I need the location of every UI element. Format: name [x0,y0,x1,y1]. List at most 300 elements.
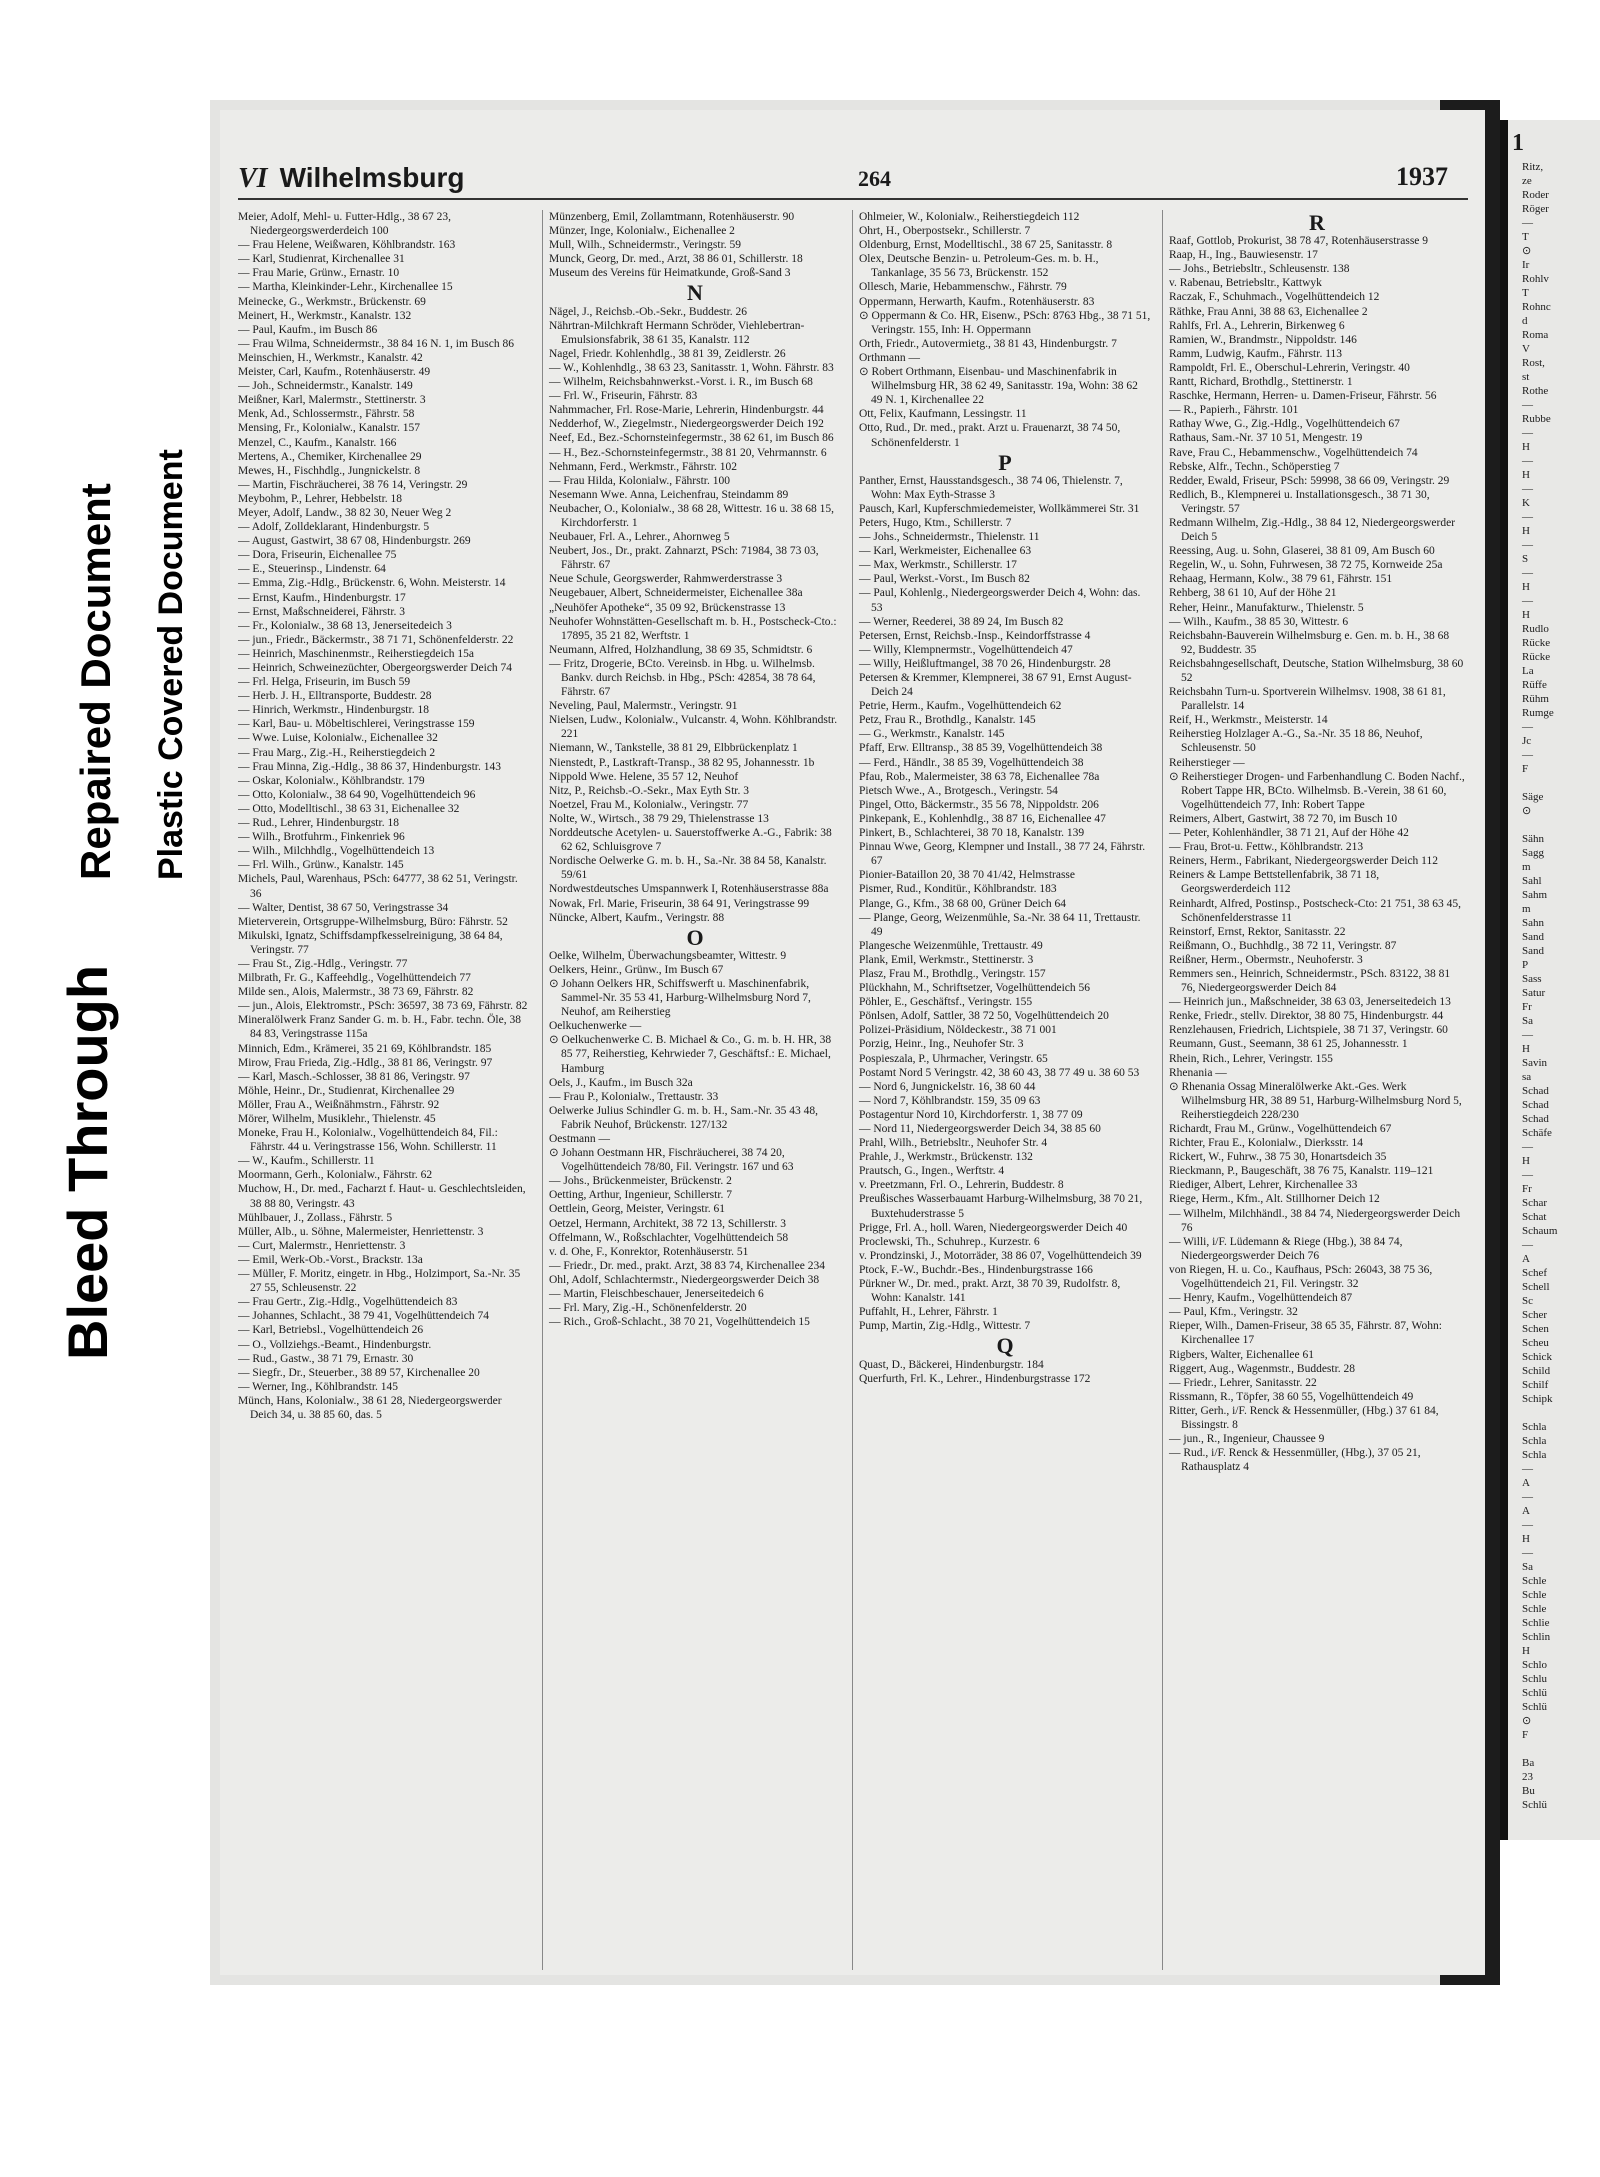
directory-entry: Plank, Emil, Werkmstr., Stettinerstr. 3 [859,953,1034,966]
directory-entry: Oelkuchenwerke — [549,1020,642,1033]
directory-entry: Prigge, Frl. A., holl. Waren, Niedergeorgswerder Deich 40 [859,1221,1128,1234]
directory-entry: Ramien, W., Brandmstr., Nippoldstr. 146 [1169,333,1357,346]
adjacent-page-line: Schilf [1522,1379,1549,1391]
directory-entry: „Neuhöfer Apotheke“, 35 09 92, Brückenstrasse 13 [549,601,786,614]
adjacent-page-line: st [1522,371,1530,383]
adjacent-page-line [1500,1406,1557,1420]
directory-entry: Meinschien, H., Werkmstr., Kanalstr. 42 [238,351,423,364]
directory-entry: Oettlein, Georg, Meister, Veringstr. 61 [549,1203,726,1216]
directory-entry: Prahle, J., Werkmstr., Brückenstr. 132 [859,1151,1033,1164]
directory-entry: Rhenania — [1169,1066,1227,1079]
directory-entry: Renke, Friedr., stellv. Direktor, 38 80 75, Hindenburgstr. 44 [1169,1010,1444,1023]
directory-entry: Remmers sen., Heinrich, Schneidermstr., PSch. 83122, 38 81 76, Niedergeorgswerder Deich 84 [1169,967,1451,995]
directory-entry: — Willy, Heißluftmangel, 38 70 26, Hindenburgstr. 28 [859,657,1111,670]
directory-entry: Mühlbauer, J., Zollass., Fährstr. 5 [238,1211,393,1224]
directory-entry: ⊙ Oelkuchenwerke C. B. Michael & Co., G. m. b. H. HR, 38 85 77, Reiherstieg, Kehrwieder 7, Geschäftsf.: E. Michael, Hamburg [549,1034,832,1075]
adjacent-page-line: — [1522,1547,1533,1559]
repaired-document-label: Repaired Document [72,483,119,880]
adjacent-page-line: A [1522,1253,1530,1265]
directory-entry: v. d. Ohe, F., Konrektor, Rotenhäuserstr. 51 [549,1245,749,1258]
directory-entry: — Nord 7, Köhlbrandstr. 159, 35 09 63 [859,1094,1041,1107]
directory-entry: Oetting, Arthur, Ingenieur, Schillerstr. 7 [549,1189,733,1202]
directory-entry: — jun., Alois, Elektromstr., PSch: 36597, 38 73 69, Fährstr. 82 [238,1000,528,1013]
directory-entry: Rathay Wwe, G., Zig.-Hdlg., Vogelhüttendeich 67 [1169,418,1400,431]
directory-entry: Pfaff, Erw. Elltransp., 38 85 39, Vogelhüttendeich 38 [859,742,1103,755]
directory-entry: — Frau St., Zig.-Hdlg., Veringstr. 77 [238,957,408,970]
directory-entry: Orthmann — [859,351,921,364]
directory-entry: — Friedr., Lehrer, Sanitasstr. 22 [1169,1376,1317,1389]
directory-entry: Pöhler, E., Geschäftsf., Veringstr. 155 [859,996,1033,1009]
directory-entry: Nüncke, Albert, Kaufm., Veringstr. 88 [549,911,725,924]
directory-entry: Riege, Herm., Kfm., Alt. Stillhorner Deich 12 [1169,1193,1380,1206]
directory-entry: Rebske, Alfr., Techn., Schöperstieg 7 [1169,460,1340,473]
directory-entry: Ramm, Ludwig, Kaufm., Fährstr. 113 [1169,347,1343,360]
directory-entry: Meißner, Karl, Malermstr., Stettinerstr. 3 [238,394,426,407]
directory-entry: — Paul, Kfm., Veringstr. 32 [1169,1306,1298,1319]
adjacent-page-line: Savin [1522,1057,1548,1069]
directory-entry: Riggert, Aug., Wagenmstr., Buddestr. 28 [1169,1362,1356,1375]
adjacent-page-line: Schla [1522,1449,1547,1461]
directory-entry: Noetzel, Frau M., Kolonialw., Veringstr. 77 [549,798,749,811]
adjacent-page-line: Schick [1522,1351,1552,1363]
directory-entry: — Johannes, Schlacht., 38 79 41, Vogelhüttendeich 74 [238,1310,489,1323]
directory-entry: Münch, Hans, Kolonialw., 38 61 28, Niedergeorgswerder Deich 34, u. 38 85 60, das. 5 [238,1394,502,1421]
directory-entry: Ollesch, Marie, Hebammenschw., Fährstr. 79 [859,281,1067,294]
adjacent-page-line: — [1522,399,1533,411]
directory-entry: Mineralölwerk Franz Sander G. m. b. H., Fabr. techn. Öle, 38 84 83, Veringstrasse 115a [238,1014,521,1041]
directory-entry: Reinhardt, Alfred, Postinsp., Postscheck-Cto: 21 751, 38 63 45, Schönenfelderstrasse 11 [1169,897,1461,924]
directory-entry: Ohrt, H., Oberpostsekr., Schillerstr. 7 [859,225,1031,238]
directory-entry: Redder, Ewald, Friseur, PSch: 59998, 38 66 09, Veringstr. 29 [1169,474,1450,487]
adjacent-page-line: K [1522,497,1530,509]
directory-entry: Meinecke, G., Werkmstr., Brückenstr. 69 [238,295,426,308]
directory-entry: Ohl, Adolf, Schlachtermstr., Niedergeorgswerder Deich 38 [549,1273,820,1286]
directory-entry: — Heinrich jun., Maßschneider, 38 63 03, Jenerseitedeich 13 [1169,996,1451,1009]
adjacent-page-line: Sahn [1522,917,1544,929]
directory-entry: — Frau Wilma, Schneidermstr., 38 84 16 N. 1, im Busch 86 [238,337,514,350]
section-letter: Q [996,1333,1014,1359]
directory-entry: Polizei-Präsidium, Nöldeckestr., 38 71 001 [859,1024,1057,1037]
plastic-covered-label: Plastic Covered Document [152,449,190,880]
directory-entry: Möhle, Heinr., Dr., Studienrat, Kirchenallee 29 [238,1084,455,1097]
directory-entry: Nährtran-Milchkraft Hermann Schröder, Viehlebertran-Emulsionsfabrik, 38 61 35, Kanalstr. 112 [549,319,805,346]
directory-entry: Preußisches Wasserbauamt Harburg-Wilhelmsburg, 38 70 21, Buxtehuderstrasse 5 [859,1193,1143,1220]
directory-entry: ⊙ Rhenania Ossag Mineralölwerke Akt.-Ges. Werk Wilhelmsburg HR, 38 89 51, Harburg-Wilhelmsburg Nord 5, Reiherstiegdeich 228/230 [1169,1080,1462,1121]
directory-entry: — Frau Helene, Weißwaren, Köhlbrandstr. 163 [238,239,456,252]
directory-entry: — Frau Gertr., Zig.-Hdlg., Vogelhüttendeich 83 [238,1296,458,1309]
directory-entry: Nagel, Friedr. Kohlenhdlg., 38 81 39, Zeidlerstr. 26 [549,347,786,360]
directory-entry: Quast, D., Bäckerei, Hindenburgstr. 184 [859,1358,1044,1371]
adjacent-page-line: Schla [1522,1421,1547,1433]
directory-entry: Rieckmann, P., Baugeschäft, 38 76 75, Kanalstr. 119–121 [1169,1165,1434,1178]
directory-entry: v. Preetzmann, Frl. O., Lehrerin, Buddestr. 8 [859,1179,1064,1192]
directory-entry: Reumann, Gust., Seemann, 38 61 25, Johannesstr. 1 [1169,1038,1408,1051]
adjacent-page-corner: 1 [1512,130,1524,156]
bleed-through-label: Bleed Through [56,964,119,1360]
adjacent-page-line: ⊙ [1522,1715,1532,1727]
adjacent-page-line: — [1522,483,1533,495]
directory-entry: Reher, Heinr., Manufakturw., Thielenstr. 5 [1169,601,1364,614]
scanned-page [210,100,1500,1985]
adjacent-page-line: Sc [1522,1295,1533,1307]
directory-entry: — R., Papierh., Fährstr. 101 [1169,404,1299,417]
directory-entry: Pietsch Wwe., A., Brotgesch., Veringstr. 54 [859,784,1058,797]
directory-entry: Meyer, Adolf, Landw., 38 82 30, Neuer Weg 2 [238,506,452,519]
adjacent-page-line: — [1522,455,1533,467]
directory-entry: Moneke, Frau H., Kolonialw., Vogelhüttendeich 84, Fil.: Fährstr. 44 u. Veringstrasse 156, Wohn. Schillerstr. 11 [238,1127,498,1154]
directory-entry: — Frau Hilda, Kolonialw., Fährstr. 100 [549,474,731,487]
directory-entry: — Paul, Kohlenlg., Niedergeorgswerder Deich 4, Wohn: das. 53 [859,587,1141,614]
directory-entry: — jun., Friedr., Bäckermstr., 38 71 71, Schönenfelderstr. 22 [238,633,514,646]
adjacent-page-line: Ba [1522,1757,1535,1769]
adjacent-page-line: La [1522,665,1534,677]
directory-columns [238,210,1468,1970]
directory-entry: Neubert, Jos., Dr., prakt. Zahnarzt, PSch: 71984, 38 73 03, Fährstr. 67 [549,545,819,572]
directory-entry: Neubacher, O., Kolonialw., 38 68 28, Wittestr. 16 u. 38 68 15, Kirchdorferstr. 1 [549,502,834,529]
adjacent-page-line: — [1522,721,1533,733]
directory-entry: — Karl, Betriebsl., Vogelhüttendeich 26 [238,1324,424,1337]
directory-entry: Pfau, Rob., Malermeister, 38 63 78, Eichenallee 78a [859,770,1100,783]
directory-entry: — Paul, Kaufm., im Busch 86 [238,323,378,336]
adjacent-page-line: Sa [1522,1561,1533,1573]
directory-entry: — Johs., Schneidermstr., Thielenstr. 11 [859,531,1040,544]
directory-entry: — Frl. W., Friseurin, Fährstr. 83 [549,390,698,403]
directory-entry: Ott, Felix, Kaufmann, Lessingstr. 11 [859,408,1027,421]
directory-entry: Oldenburg, Ernst, Modelltischl., 38 67 25, Sanitasstr. 8 [859,239,1113,252]
directory-entry: — August, Gastwirt, 38 67 08, Hindenburgstr. 269 [238,535,471,548]
directory-entry: Rampoldt, Frl. E., Oberschul-Lehrerin, Veringstr. 40 [1169,361,1410,374]
directory-entry: — Otto, Kolonialw., 38 64 90, Vogelhüttendeich 96 [238,788,476,801]
directory-entry: Rehberg, 38 61 10, Auf der Höhe 21 [1169,587,1337,600]
directory-entry: — Max, Werkmstr., Schillerstr. 17 [859,559,1017,572]
directory-entry: Milbrath, Fr. G., Kaffeehdlg., Vogelhüttendeich 77 [238,972,471,985]
directory-entry: Puffahlt, H., Lehrer, Fährstr. 1 [859,1306,998,1319]
adjacent-page-line: Schipk [1522,1393,1553,1405]
adjacent-page-line: Scher [1522,1309,1548,1321]
directory-entry: Ohlmeier, W., Kolonialw., Reiherstiegdeich 112 [859,211,1080,223]
directory-entry: Reif, H., Werkmstr., Meisterstr. 14 [1169,714,1328,727]
directory-entry: Pinkepank, E., Kohlenhdlg., 38 87 16, Eichenallee 47 [859,812,1106,825]
directory-entry: Muchow, H., Dr. med., Facharzt f. Haut- u. Geschlechtsleiden, 38 88 80, Veringstr. 43 [238,1183,526,1210]
directory-entry: — Plange, Georg, Weizenmühle, Sa.-Nr. 38 64 11, Trettaustr. 49 [859,911,1141,938]
adjacent-page-line: A [1522,1505,1530,1517]
directory-entry: Norddeutsche Acetylen- u. Sauerstoffwerke A.-G., Fabrik: 38 62 62, Schluisgrove 7 [549,827,832,854]
directory-entry: Raczak, F., Schuhmach., Vogelhüttendeich 12 [1169,291,1380,304]
adjacent-page-line: Schlin [1522,1631,1551,1643]
adjacent-page-line: — [1522,749,1533,761]
directory-entry: — Frau Marie, Grünw., Ernastr. 10 [238,267,400,280]
directory-entry: — Frl. Mary, Zig.-H., Schönenfelderstr. 20 [549,1302,747,1315]
adjacent-page-line: Roder [1522,189,1549,201]
directory-entry: Riediger, Albert, Lehrer, Kirchenallee 33 [1169,1179,1358,1192]
adjacent-page-line: F [1522,763,1529,775]
directory-entry: Orth, Friedr., Autovermietg., 38 81 43, Hindenburgstr. 7 [859,337,1117,350]
directory-entry: — W., Kohlenhdlg., 38 63 23, Sanitasstr. 1, Wohn. Fährstr. 83 [549,361,834,374]
adjacent-page-line: Schle [1522,1575,1547,1587]
directory-entry: Münzer, Inge, Kolonialw., Eichenallee 2 [549,225,735,238]
adjacent-page-line: Sahm [1522,889,1548,901]
directory-entry: Plasz, Frau M., Brothdlg., Veringstr. 157 [859,967,1046,980]
directory-entry: — H., Bez.-Schornsteinfegermstr., 38 81 20, Vehrmannstr. 6 [549,446,827,459]
section-letter: R [1309,210,1325,235]
header-place: Wilhelmsburg [279,162,465,193]
directory-entry: Nordwestdeutsches Umspannwerk I, Rotenhäuserstrasse 88a [549,883,829,896]
directory-entry: Pionier-Bataillon 20, 38 70 41/42, Helmstrasse [859,869,1076,882]
directory-entry: — Emil, Werk-Ob.-Vorst., Brackstr. 13a [238,1253,423,1266]
header-year: 1937 [1396,162,1448,191]
directory-entry: — Werner, Ing., Köhlbrandstr. 145 [238,1380,399,1393]
header-section [238,162,464,195]
adjacent-page-line: H [1522,609,1530,621]
directory-entry: — Johs., Brückenmeister, Brückenstr. 2 [549,1175,732,1188]
adjacent-page-line: F [1522,1729,1529,1741]
directory-entry: — Rud., i/F. Renck & Hessenmüller, (Hbg.), 37 05 21, Rathausplatz 4 [1169,1447,1421,1474]
directory-entry: Nienstedt, P., Lastkraft-Transp., 38 82 95, Johannesstr. 1b [549,756,815,769]
adjacent-page-line: — [1522,1029,1533,1041]
directory-entry: — Wwe. Luise, Kolonialw., Eichenallee 32 [238,732,438,745]
page-body [220,110,1485,1975]
directory-entry: Petrie, Herm., Kaufm., Vogelhüttendeich 62 [859,700,1062,713]
directory-entry: Regelin, W., u. Sohn, Fuhrwesen, 38 72 75, Kornweide 25a [1169,559,1443,572]
directory-entry: Räthke, Frau Anni, 38 88 63, Eichenallee 2 [1169,305,1368,318]
directory-entry: Möller, Frau A., Weißnähmstrn., Fährstr. 92 [238,1098,440,1111]
adjacent-page-line: Schle [1522,1603,1547,1615]
directory-entry: Mertens, A., Chemiker, Kirchenallee 29 [238,450,422,463]
section-letter: O [686,924,704,950]
adjacent-page-line: sa [1522,1071,1532,1083]
directory-entry: Oestmann — [549,1133,611,1145]
directory-entry: Reinstorf, Ernst, Rektor, Sanitasstr. 22 [1169,925,1346,938]
directory-entry: — Fr., Kolonialw., 38 68 13, Jenerseitedeich 3 [238,619,452,632]
directory-entry: — Friedr., Dr. med., prakt. Arzt, 38 83 74, Kirchenallee 234 [549,1259,825,1272]
directory-entry: — Wilh., Brotfuhrm., Finkenriek 96 [238,831,405,844]
adjacent-page-line: H [1522,1533,1530,1545]
directory-entry: Oelwerke Julius Schindler G. m. b. H., Sam.-Nr. 35 43 48, Fabrik Neuhof, Brückenstr. 127/132 [549,1104,818,1131]
section-letter: N [687,280,703,306]
directory-entry: — O., Vollziehgs.-Beamt., Hindenburgstr. [238,1338,432,1351]
directory-entry: Postagentur Nord 10, Kirchdorferstr. 1, 38 77 09 [859,1108,1083,1121]
directory-entry: Nitz, P., Reichsb.-O.-Sekr., Max Eyth Str. 3 [549,784,749,797]
adjacent-page-line: Schell [1522,1281,1550,1293]
directory-entry: — Karl, Werkmeister, Eichenallee 63 [859,545,1032,558]
directory-entry: Mensing, Fr., Kolonialw., Kanalstr. 157 [238,422,420,435]
adjacent-page-line: — [1522,1463,1533,1475]
adjacent-page-line: P [1522,959,1529,971]
directory-entry: — Otto, Modelltischl., 38 63 31, Eichenallee 32 [238,802,460,815]
directory-entry: Renzlehausen, Friedrich, Lichtspiele, 38 71 37, Veringstr. 60 [1169,1024,1448,1037]
directory-entry: — Wilhelm, Reichsbahnwerkst.-Vorst. i. R., im Busch 68 [549,376,813,389]
directory-entry: — Rud., Lehrer, Hindenburgstr. 18 [238,817,399,830]
directory-entry: Mörer, Wilhelm, Musiklehr., Thielenstr. 45 [238,1113,436,1125]
directory-entry: Reißmann, O., Buchhdlg., 38 72 11, Veringstr. 87 [1169,939,1397,952]
adjacent-page-line: d [1522,315,1528,327]
adjacent-page-line: Rücke [1522,637,1551,649]
directory-entry: Oelke, Wilhelm, Überwachungsbeamter, Wittestr. 9 [549,949,787,962]
directory-entry: — Rud., Gastw., 38 71 79, Ernastr. 30 [238,1352,414,1365]
directory-entry: Pürkner W., Dr. med., prakt. Arzt, 38 70 39, Rudolfstr. 8, Wohn: Kanalstr. 141 [859,1278,1121,1305]
adjacent-page-line: Sagg [1522,847,1544,859]
adjacent-page-line: Schäfe [1522,1127,1552,1139]
adjacent-page-line [1500,776,1557,790]
page-header [238,162,1468,200]
directory-entry: Reichsbahn Turn-u. Sportverein Wilhelmsv. 1908, 38 61 81, Parallelstr. 14 [1169,686,1446,713]
directory-entry: Reiners & Lampe Bettstellenfabrik, 38 71 18, Georgswerderdeich 112 [1169,869,1380,896]
adjacent-page-line: Sähn [1522,833,1544,845]
adjacent-page-line: Schlü [1522,1701,1548,1713]
adjacent-page-lines [1500,160,1557,1812]
directory-entry: Rickert, W., Fuhrw., 38 75 30, Honartsdeich 35 [1169,1151,1387,1164]
directory-entry: Menk, Ad., Schlossermstr., Fährstr. 58 [238,408,415,421]
directory-entry: ⊙ Johann Oelkers HR, Schiffswerft u. Maschinenfabrik, Sammel-Nr. 35 53 41, Harburg-Wilhelmsburg Nord 7, Neuhof, am Reiherstieg [549,977,811,1019]
adjacent-page-line: Scheu [1522,1337,1549,1349]
directory-entry: Rathaus, Sam.-Nr. 37 10 51, Mengestr. 19 [1169,432,1363,445]
adjacent-page-line: Rüffe [1522,679,1547,691]
directory-entry: Oppermann, Herwarth, Kaufm., Rotenhäuserstr. 83 [859,295,1095,308]
adjacent-page-line: Schle [1522,1589,1547,1601]
directory-entry: Mikulski, Ignatz, Schiffsdampfkesselreinigung, 38 64 84, Veringstr. 77 [238,929,503,956]
header-section-number: VI [238,163,268,194]
directory-entry: Petz, Frau R., Brothdlg., Kanalstr. 145 [859,714,1036,727]
directory-entry: Pausch, Karl, Kupferschmiedemeister, Wollkämmerei Str. 31 [859,502,1140,515]
directory-entry: Nedderhof, W., Ziegelmstr., Niedergeorgswerder Deich 192 [549,418,824,431]
directory-entry: — W., Kaufm., Schillerstr. 11 [238,1155,375,1168]
directory-entry: ⊙ Oppermann & Co. HR, Eisenw., PSch: 8763 Hbg., 38 71 51, Veringstr. 155, Inh: H. Oppermann [859,309,1151,336]
directory-entry: — Karl, Bau- u. Möbeltischlerei, Veringstrasse 159 [238,718,475,731]
directory-entry: — Siegfr., Dr., Steuerber., 38 89 57, Kirchenallee 20 [238,1366,480,1379]
directory-entry: Reiherstieger — [1169,756,1245,769]
directory-column-2 [542,210,841,1970]
adjacent-page-line [1500,1742,1557,1756]
section-letter: P [998,449,1012,475]
adjacent-page-line: Sahl [1522,875,1542,887]
directory-entry: Panther, Ernst, Hausstandsgesch., 38 74 06, Thielenstr. 7, Wohn: Max Eyth-Strasse 3 [859,474,1123,501]
adjacent-page-line: — [1522,567,1533,579]
adjacent-page-line: — [1522,1491,1533,1503]
directory-entry: Rissmann, R., Töpfer, 38 60 55, Vogelhüttendeich 49 [1169,1390,1414,1403]
adjacent-page-line: Ritz, [1522,161,1544,173]
directory-entry: — Martha, Kleinkinder-Lehr., Kirchenallee 15 [238,281,453,294]
directory-entry: Pospieszala, P., Uhrmacher, Veringstr. 65 [859,1052,1048,1065]
directory-entry: — Karl, Studienrat, Kirchenallee 31 [238,253,405,266]
directory-entry: Neue Schule, Georgswerder, Rahmwerderstrasse 3 [549,573,783,586]
adjacent-page-line: Schen [1522,1323,1549,1335]
adjacent-page-line: Schla [1522,1435,1547,1447]
directory-entry: — Ernst, Maßschneiderei, Fährstr. 3 [238,605,406,618]
adjacent-page-line: Schar [1522,1197,1548,1209]
directory-entry: ⊙ Robert Orthmann, Eisenbau- und Maschinenfabrik in Wilhelmsburg HR, 38 62 49, Sanitasstr. 19a, Wohn: 38 62 49 N. 1, Kirchenallee 22 [859,366,1138,407]
adjacent-page-line: Schlü [1522,1799,1548,1811]
directory-entry: Reessing, Aug. u. Sohn, Glaserei, 38 81 09, Am Busch 60 [1169,545,1435,558]
directory-entry: Otto, Rud., Dr. med., prakt. Arzt u. Frauenarzt, 38 74 50, Schönenfelderstr. 1 [859,422,1121,449]
directory-entry: — Joh., Schneidermstr., Kanalstr. 149 [238,380,413,393]
directory-entry: Rigbers, Walter, Eichenallee 61 [1169,1348,1314,1361]
directory-entry: Pinkert, B., Schlachterei, 38 70 18, Kanalstr. 139 [859,827,1085,840]
directory-entry: Oetzel, Hermann, Architekt, 38 72 13, Schillerstr. 3 [549,1217,786,1230]
adjacent-page-line: Sand [1522,945,1544,957]
directory-entry: Mirow, Frau Frieda, Zig.-Hdlg., 38 81 86, Veringstr. 97 [238,1056,493,1069]
directory-entry: — Frau Marg., Zig.-H., Reiherstiegdeich 2 [238,746,436,759]
directory-entry: — Dora, Friseurin, Eichenallee 75 [238,549,397,562]
adjacent-page-line: — [1522,1519,1533,1531]
directory-entry: Pismer, Rud., Konditür., Köhlbrandstr. 183 [859,883,1057,896]
directory-entry: — Ferd., Händlr., 38 85 39, Vogelhüttendeich 38 [859,756,1084,769]
adjacent-page-line: V [1522,343,1530,355]
directory-entry: — Oskar, Kolonialw., Köhlbrandstr. 179 [238,774,425,787]
adjacent-page-line: — [1522,1141,1533,1153]
adjacent-page-line: Rubbe [1522,413,1551,425]
directory-entry: Michels, Paul, Warenhaus, PSch: 64777, 38 62 51, Veringstr. 36 [238,873,518,900]
directory-entry: Rave, Frau C., Hebammenschw., Vogelhüttendeich 74 [1169,446,1418,459]
directory-entry: Plückhahn, M., Schriftsetzer, Vogelhüttendeich 56 [859,982,1090,995]
adjacent-page-line: — [1522,595,1533,607]
directory-entry: — Müller, F. Moritz, eingetr. in Hbg., Holzimport, Sa.-Nr. 35 27 55, Schleusenstr. 22 [238,1268,521,1295]
adjacent-page-line: T [1522,287,1529,299]
directory-entry: Münzenberg, Emil, Zollamtmann, Rotenhäuserstr. 90 [549,211,795,223]
directory-entry: — Martin, Fleischbeschauer, Jenerseitedeich 6 [549,1288,764,1301]
adjacent-page-line: Schef [1522,1267,1548,1279]
directory-entry: Mull, Wilh., Schneidermstr., Veringstr. 59 [549,239,742,252]
directory-entry: Pump, Martin, Zig.-Hdlg., Wittestr. 7 [859,1320,1031,1333]
directory-entry: — Paul, Werkst.-Vorst., Im Busch 82 [859,573,1030,586]
directory-entry: — jun., R., Ingenieur, Chaussee 9 [1169,1433,1325,1446]
adjacent-page-line: Bu [1522,1785,1535,1797]
directory-entry: Meier, Adolf, Mehl- u. Futter-Hdlg., 38 67 23, Niedergeorgswerderdeich 100 [238,211,451,238]
directory-entry: Reißner, Herm., Obermstr., Neuhoferstr. 3 [1169,953,1363,966]
directory-entry: Neumann, Alfred, Holzhandlung, 38 69 35, Schmidtstr. 6 [549,643,813,656]
adjacent-page-line: Schlo [1522,1659,1548,1671]
directory-column-4 [1162,210,1465,1970]
adjacent-page-line: H [1522,581,1530,593]
directory-entry: Nordische Oelwerke G. m. b. H., Sa.-Nr. 38 84 58, Kanalstr. 59/61 [549,855,827,882]
directory-entry: Plangesche Weizenmühle, Trettaustr. 49 [859,939,1043,952]
directory-entry: Mewes, H., Fischhdlg., Jungnickelstr. 8 [238,464,421,477]
directory-entry: — Frau, Brot-u. Fettw., Köhlbrandstr. 213 [1169,841,1364,854]
directory-entry: — Heinrich, Maschinenmstr., Reiherstiegdeich 15a [238,647,475,660]
directory-entry: Pinnau Wwe, Georg, Klempner und Install., 38 77 24, Fährstr. 67 [859,841,1146,868]
adjacent-page-line: m [1522,903,1531,915]
adjacent-page-line: — [1522,1239,1533,1251]
directory-entry: Nehmann, Ferd., Werkmstr., Fährstr. 102 [549,460,737,473]
adjacent-page-line: ⊙ [1522,805,1532,817]
directory-entry: Postamt Nord 5 Veringstr. 42, 38 60 43, 38 77 49 u. 38 60 53 [859,1066,1140,1079]
directory-entry: — Willy, Klempnermstr., Vogelhüttendeich 47 [859,643,1073,656]
adjacent-page-line: Rothe [1522,385,1549,397]
directory-entry: Prahl, Wilh., Betriebsltr., Neuhofer Str. 4 [859,1137,1048,1150]
directory-entry: Nowak, Frl. Marie, Friseurin, 38 64 91, Veringstrasse 99 [549,897,810,910]
adjacent-page-line: Rudlo [1522,623,1549,635]
directory-entry: Mieterverein, Ortsgruppe-Wilhelmsburg, Büro: Fährstr. 52 [238,915,508,928]
adjacent-page-line: Schlie [1522,1617,1550,1629]
directory-entry: — Martin, Fischräucherei, 38 76 14, Veringstr. 29 [238,478,468,491]
directory-entry: — Werner, Reederei, 38 89 24, Im Busch 82 [859,615,1064,628]
adjacent-page-line: Rohlv [1522,273,1549,285]
directory-entry: Neveling, Paul, Malermstr., Veringstr. 91 [549,700,738,713]
adjacent-page-line: H [1522,1043,1530,1055]
directory-entry: Nielsen, Ludw., Kolonialw., Vulcanstr. 4, Wohn. Köhlbrandstr. 221 [549,714,838,741]
adjacent-page-line: Rumge [1522,707,1554,719]
adjacent-page-line: Jc [1522,735,1532,747]
directory-entry: Munck, Georg, Dr. med., Arzt, 38 86 01, Schillerstr. 18 [549,253,803,266]
directory-entry: Proclewski, Th., Schuhrep., Kurzestr. 6 [859,1235,1040,1248]
directory-entry: Rahlfs, Frl. A., Lehrerin, Birkenweg 6 [1169,319,1345,332]
directory-entry: ⊙ Reiherstieger Drogen- und Farbenhandlung C. Boden Nachf., Robert Tappe HR, BCto. Wilhelmsb. B.-Verein, 38 61 60, Vogelhüttendeich 77, Inh: Robert Tappe [1169,770,1465,811]
directory-entry: Richter, Frau E., Kolonialw., Dierksstr. 14 [1169,1137,1363,1150]
adjacent-page-line: H [1522,1645,1530,1657]
directory-entry: von Riegen, H. u. Co., Kaufhaus, PSch: 26043, 38 75 36, Vogelhüttendeich 21, Fil. Veringstr. 32 [1169,1263,1433,1291]
directory-entry: — Frl. Wilh., Grünw., Kanalstr. 145 [238,859,404,872]
directory-entry: Minnich, Edm., Krämerei, 35 21 69, Köhlbrandstr. 185 [238,1042,492,1055]
directory-entry: Raap, H., Ing., Bauwiesenstr. 17 [1169,249,1318,262]
